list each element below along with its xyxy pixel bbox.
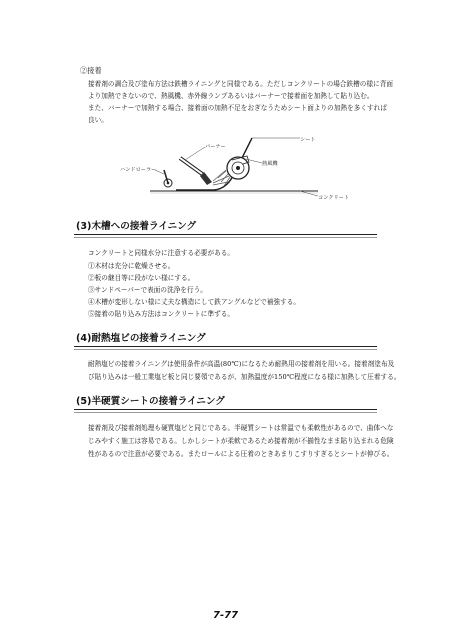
hand-roller-icon bbox=[155, 170, 172, 187]
label-burner: バーナー bbox=[205, 144, 226, 150]
section-title: (3)木槽への接着ライニング bbox=[76, 221, 197, 232]
section-title: (4)耐熱塩ビの接着ライニング bbox=[76, 333, 206, 344]
list-item: ①木材は充分に乾燥させる。 bbox=[88, 262, 175, 270]
list-item: ④木槽が変形しない様に丈夫な構造にして鉄アングルなどで補強する。 bbox=[88, 298, 301, 306]
label-hand-roller: ハンドローラー bbox=[120, 167, 157, 173]
section-rule bbox=[74, 346, 377, 347]
paragraph-line: 接着剤の調合及び塗布方法は鉄槽ライニングと同様である。ただしコンクリートの場合鉄槽の様に背面 bbox=[88, 80, 394, 88]
section-rule bbox=[74, 349, 377, 350]
section-rule bbox=[74, 412, 377, 413]
list-item: ②板の継目等に段がない様にする。 bbox=[88, 274, 195, 282]
paragraph-line: 良い。 bbox=[88, 116, 108, 124]
paragraph-line: 耐熱塩ビの接着ライニングは使用条件が高温(80℃)になるため耐熱用の接着剤を用いる。接着剤塗布及 bbox=[88, 360, 395, 368]
label-sheet: シート bbox=[300, 137, 316, 143]
paragraph-line: より加熱できないので、熱風機、赤外線ランプあるいはバーナーで接着面を加熱して貼り込む。 bbox=[88, 92, 374, 100]
burner-icon bbox=[180, 147, 229, 185]
label-concrete: コンクリート bbox=[318, 195, 350, 201]
paragraph-line: また、バーナーで加熱する場合、接着面の加熱不足をおぎなうためシート面よりの加熱を多くすれば bbox=[88, 104, 387, 112]
section-rule bbox=[74, 409, 377, 410]
subsection-heading: ②接着 bbox=[80, 66, 102, 75]
section-title: (5)半硬質シートの接着ライニング bbox=[76, 396, 225, 407]
list-item: ③サンドペーパーで表面の洗浄を行う。 bbox=[88, 286, 207, 294]
list-item: ⑤接着の貼り込み方法はコンクリートに準ずる。 bbox=[88, 310, 235, 318]
paragraph-line: コンクリートと同様水分に注意する必要がある。 bbox=[88, 249, 235, 257]
page-number: 7-77 bbox=[213, 610, 239, 621]
section-rule bbox=[74, 237, 377, 238]
paragraph-line: び貼り込みは一般工業塩ビ板と同じ要領であるが、加熱温度が150℃程度になる様に加熱して圧着する。 bbox=[88, 373, 401, 381]
paragraph-line: 接着剤及び接着剤処理も硬質塩ビと同じである。半硬質シートは常温でも柔軟性があるので、曲体へな bbox=[88, 424, 394, 432]
paragraph-line: じみやすく施工は容易である。しかしシートが柔軟であるため接着剤が不揃性なまま貼り込まれる危険 bbox=[88, 437, 394, 445]
paragraph-line: 性があるので注意が必要である。またロールによる圧着のときあまりこすりすぎるとシートが伸びる。 bbox=[88, 450, 394, 458]
label-heater: 熱風機 bbox=[262, 161, 278, 167]
section-rule bbox=[74, 234, 377, 235]
